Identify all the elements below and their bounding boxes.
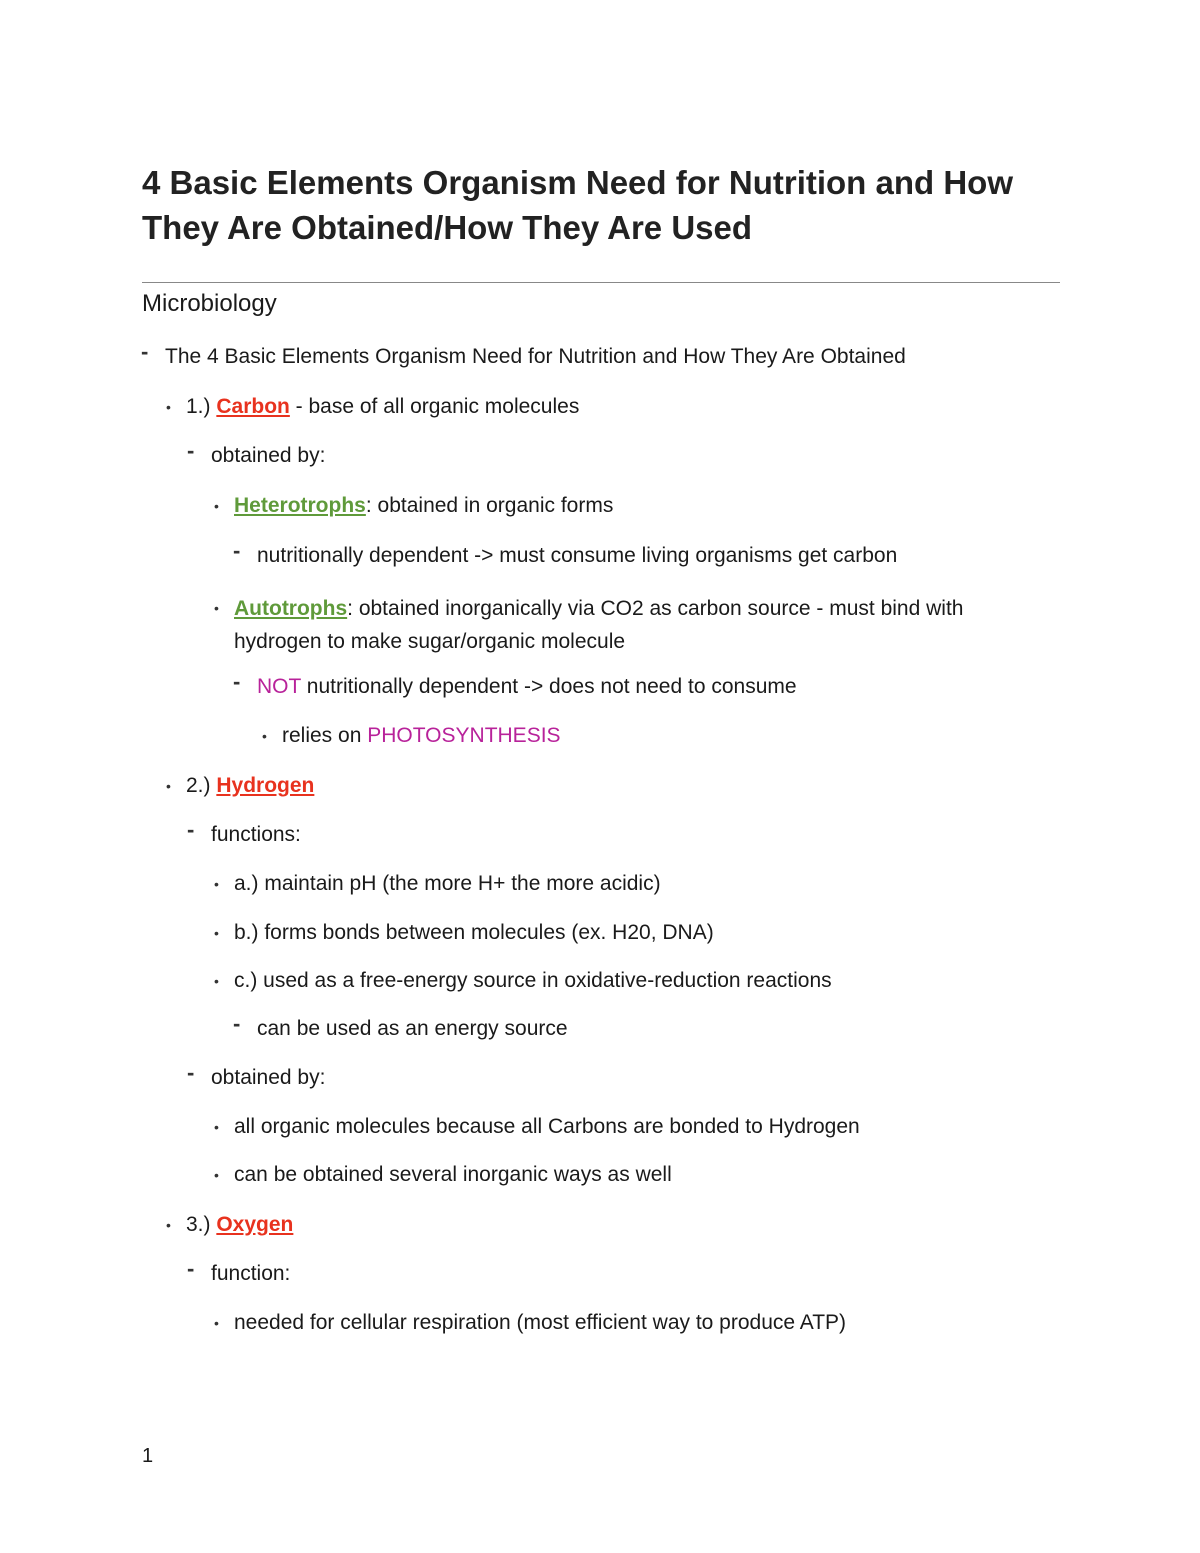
list-item: - functions: (187, 817, 301, 846)
element-oxygen: Oxygen (216, 1213, 294, 1236)
list-item-oxygen: • 3.) Oxygen (166, 1213, 294, 1236)
bullet-marker: • (214, 1119, 219, 1135)
dash-marker: - (141, 339, 149, 364)
list-item: - obtained by: (187, 1060, 326, 1089)
list-item: - obtained by: (187, 438, 326, 467)
element-hydrogen: Hydrogen (216, 774, 315, 797)
dash-marker: - (187, 1256, 195, 1281)
bullet-marker: • (166, 399, 171, 415)
bullet-marker: • (214, 925, 219, 941)
list-item: • all organic molecules because all Carbons are bonded to Hydrogen (214, 1115, 860, 1138)
emphasis-photosynthesis: PHOTOSYNTHESIS (367, 724, 561, 747)
subject-heading: Microbiology (142, 290, 277, 317)
dash-marker: - (187, 438, 195, 463)
list-item: - function: (187, 1256, 291, 1285)
title-divider (142, 282, 1060, 283)
bullet-marker: • (214, 1315, 219, 1331)
dash-marker: - (187, 817, 195, 842)
list-item: • can be obtained several inorganic ways as well (214, 1163, 672, 1186)
list-item-heterotrophs: • Heterotrophs: obtained in organic forms (214, 494, 614, 517)
term-heterotrophs: Heterotrophs (234, 494, 366, 517)
bullet-marker: • (166, 1217, 171, 1233)
element-carbon: Carbon (216, 395, 290, 418)
list-item: - nutritionally dependent -> must consume living organisms get carbon (233, 538, 898, 567)
list-item: • relies on PHOTOSYNTHESIS (262, 724, 561, 747)
page-title: 4 Basic Elements Organism Need for Nutrition and How They Are Obtained/How They Are Used (142, 164, 1014, 246)
list-item-autotrophs: • Autotrophs: obtained inorganically via CO2 as carbon source - must bind with hydrogen to make sugar/organic molecule (234, 592, 1034, 658)
bullet-marker: • (214, 498, 219, 514)
bullet-marker: • (214, 600, 219, 616)
list-item: • b.) forms bonds between molecules (ex. H20, DNA) (214, 921, 714, 944)
dash-marker: - (187, 1060, 195, 1085)
list-item: - The 4 Basic Elements Organism Need for Nutrition and How They Are Obtained (141, 339, 906, 368)
bullet-marker: • (214, 973, 219, 989)
bullet-marker: • (214, 1167, 219, 1183)
list-item-hydrogen: • 2.) Hydrogen (166, 774, 315, 797)
dash-marker: - (233, 538, 241, 563)
list-item-carbon: • 1.) Carbon - base of all organic molecules (166, 395, 580, 418)
page-number: 1 (142, 1445, 154, 1467)
list-item: • a.) maintain pH (the more H+ the more acidic) (214, 872, 661, 895)
term-autotrophs: Autotrophs (234, 597, 348, 620)
bullet-marker: • (214, 876, 219, 892)
list-item: • needed for cellular respiration (most efficient way to produce ATP) (214, 1311, 847, 1334)
emphasis-not: NOT (257, 675, 301, 698)
bullet-marker: • (262, 728, 267, 744)
list-item: - NOT nutritionally dependent -> does not need to consume (233, 669, 797, 698)
list-item: - can be used as an energy source (233, 1011, 568, 1040)
bullet-marker: • (166, 778, 171, 794)
dash-marker: - (233, 1011, 241, 1036)
list-item: • c.) used as a free-energy source in oxidative-reduction reactions (214, 969, 832, 992)
dash-marker: - (233, 669, 241, 694)
